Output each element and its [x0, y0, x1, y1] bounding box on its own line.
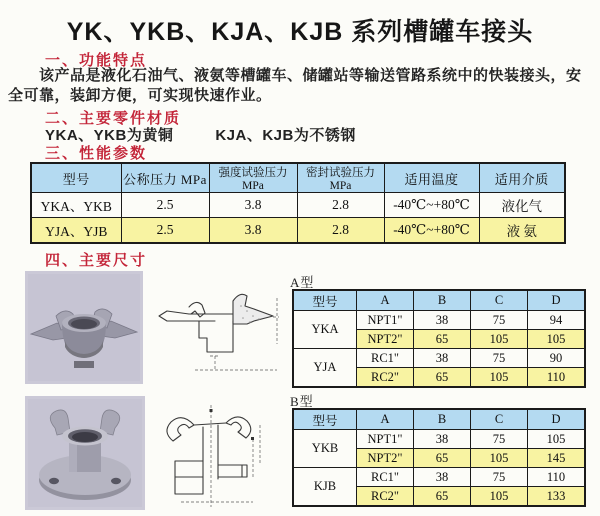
table-cell: 105 [528, 430, 586, 449]
section-heading-performance: 三、性能参数 [45, 145, 148, 162]
features-paragraph: 该产品是液化石油气、液氨等槽罐车、储罐站等输送管路系统中的快装接头，安全可靠，装卸方便，可实现快速作业。 [8, 67, 582, 104]
type-a-drawing [155, 278, 285, 386]
table-cell: 38 [414, 430, 471, 449]
table-cell: 133 [528, 487, 586, 507]
table-cell: 65 [414, 487, 471, 507]
section-heading-dimensions: 四、主要尺寸 [45, 252, 148, 269]
table-cell: 液化气 [479, 193, 565, 218]
type-b-drawing [150, 397, 285, 512]
table-cell: 2.5 [121, 218, 209, 244]
table-cell: 38 [414, 468, 471, 487]
model-cell: YJA [293, 349, 357, 388]
table-cell: NPT1" [357, 430, 414, 449]
header-cell: D [528, 409, 586, 430]
table-header-row [31, 163, 565, 193]
header-cell: C [471, 290, 528, 311]
table-cell: 105 [471, 368, 528, 388]
table-cell: -40℃~+80℃ [384, 193, 479, 218]
table-cell: YJA、YJB [31, 218, 121, 244]
table-cell: RC2" [357, 368, 414, 388]
header-cell: 型号 [31, 163, 121, 193]
table-cell: 75 [471, 468, 528, 487]
materials-brass: YKA、YKB为黄铜 [45, 127, 174, 144]
table-cell: 3.8 [209, 218, 297, 244]
table-a-label: A型 [290, 275, 315, 290]
table-row [31, 218, 565, 244]
table-cell: -40℃~+80℃ [384, 218, 479, 244]
flanged-coupling-photo [25, 396, 145, 510]
materials-stainless: KJA、KJB为不锈钢 [215, 127, 356, 144]
table-cell: 105 [528, 330, 586, 349]
table-cell: 105 [471, 449, 528, 468]
table-cell: 38 [414, 311, 471, 330]
section-heading-materials: 二、主要零件材质 [45, 110, 182, 127]
header-cell: D [528, 290, 586, 311]
table-cell: 2.8 [297, 193, 384, 218]
header-cell: 适用介质 [479, 163, 565, 193]
table-cell: NPT2" [357, 330, 414, 349]
model-cell: YKB [293, 430, 357, 468]
table-cell: 65 [414, 368, 471, 388]
model-cell: YKA [293, 311, 357, 349]
table-row [293, 311, 585, 330]
table-cell: 94 [528, 311, 586, 330]
model-cell: KJB [293, 468, 357, 507]
table-cell: 75 [471, 349, 528, 368]
table-cell: 65 [414, 449, 471, 468]
table-cell: 2.5 [121, 193, 209, 218]
table-cell: 液 氨 [479, 218, 565, 244]
table-cell: 105 [471, 330, 528, 349]
table-cell: NPT1" [357, 311, 414, 330]
table-cell: 2.8 [297, 218, 384, 244]
table-cell: 3.8 [209, 193, 297, 218]
table-cell: RC1" [357, 349, 414, 368]
table-cell: RC2" [357, 487, 414, 507]
table-cell: RC1" [357, 468, 414, 487]
table-row [31, 193, 565, 218]
header-cell: A [357, 290, 414, 311]
header-cell: 公称压力 MPa [121, 163, 209, 193]
table-header-row [293, 409, 585, 430]
table-cell: YKA、YKB [31, 193, 121, 218]
table-cell: 38 [414, 349, 471, 368]
wing-coupling-photo [25, 271, 143, 384]
table-header-row [293, 290, 585, 311]
table-row [293, 430, 585, 449]
section-heading-features: 一、功能特点 [45, 52, 148, 69]
header-cell: A [357, 409, 414, 430]
header-cell: 密封试验压力MPa [297, 163, 384, 193]
table-cell: 75 [471, 430, 528, 449]
table-cell: NPT2" [357, 449, 414, 468]
header-cell: 强度试验压力MPa [209, 163, 297, 193]
header-cell: 型号 [293, 290, 357, 311]
page-title: YK、YKB、KJA、KJB 系列槽罐车接头 [66, 18, 534, 46]
header-cell: 适用温度 [384, 163, 479, 193]
header-cell: B [414, 409, 471, 430]
table-cell: 75 [471, 311, 528, 330]
table-row [293, 349, 585, 368]
table-cell: 105 [471, 487, 528, 507]
header-cell: B [414, 290, 471, 311]
header-cell: 型号 [293, 409, 357, 430]
dimension-table-b [292, 408, 586, 507]
table-cell: 65 [414, 330, 471, 349]
performance-table [30, 162, 566, 244]
dimension-table-a [292, 289, 586, 388]
table-cell: 110 [528, 468, 586, 487]
table-cell: 90 [528, 349, 586, 368]
table-b-label: B型 [290, 394, 314, 409]
table-cell: 145 [528, 449, 586, 468]
header-cell: C [471, 409, 528, 430]
table-row [293, 468, 585, 487]
table-cell: 110 [528, 368, 586, 388]
